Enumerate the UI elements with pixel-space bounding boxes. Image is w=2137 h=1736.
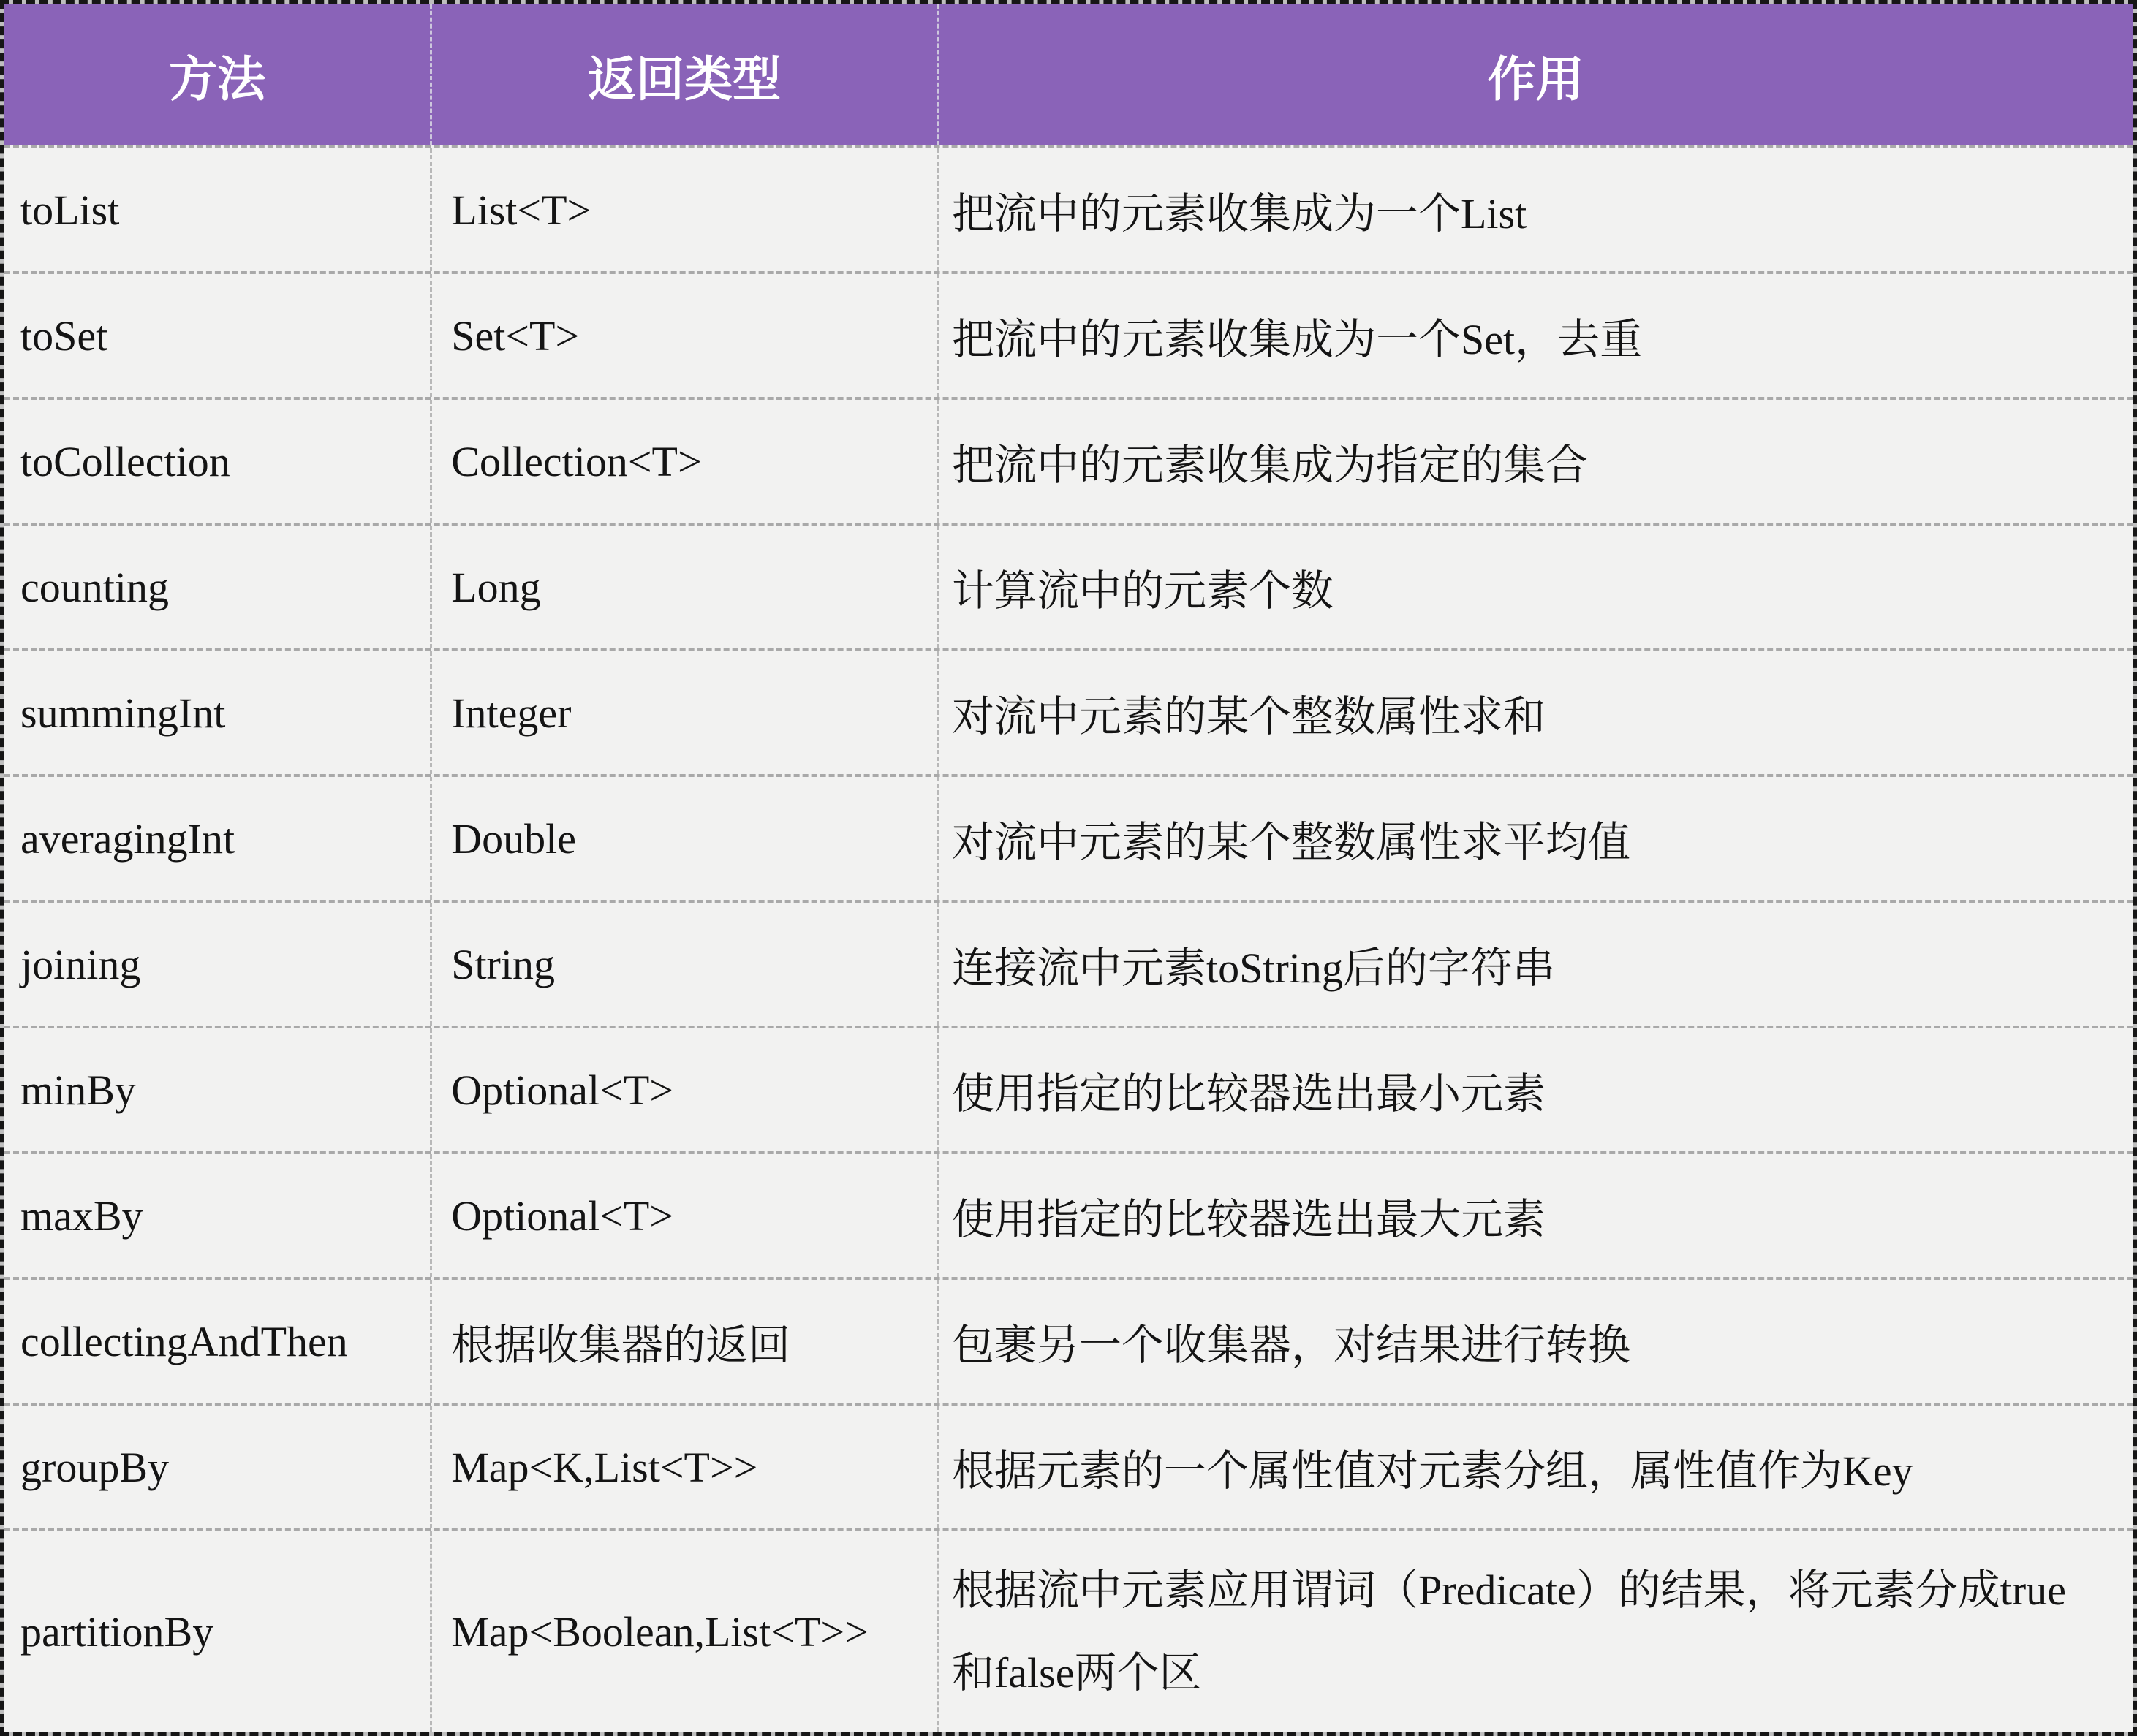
description-cell: 使用指定的比较器选出最大元素 bbox=[937, 1154, 2133, 1277]
method-cell: averagingInt bbox=[20, 814, 235, 863]
description-cell: 计算流中的元素个数 bbox=[937, 526, 2133, 648]
table-row bbox=[4, 1528, 2133, 1732]
method-cell: minBy bbox=[20, 1066, 136, 1114]
table-row bbox=[4, 774, 2133, 900]
description-cell: 对流中元素的某个整数属性求平均值 bbox=[937, 777, 2133, 900]
method-cell: maxBy bbox=[20, 1191, 143, 1240]
description-cell: 包裹另一个收集器，对结果进行转换 bbox=[937, 1280, 2133, 1403]
return-type-cell: Long bbox=[430, 526, 937, 648]
method-cell: toCollection bbox=[20, 437, 230, 485]
table-row bbox=[4, 648, 2133, 774]
description-cell: 使用指定的比较器选出最小元素 bbox=[937, 1028, 2133, 1151]
method-cell: toSet bbox=[20, 311, 108, 360]
table-row bbox=[4, 1151, 2133, 1277]
header-method: 方法 bbox=[169, 53, 266, 107]
return-type-cell: String bbox=[430, 903, 937, 1026]
table-row bbox=[4, 1277, 2133, 1403]
description-cell: 根据元素的一个属性值对元素分组，属性值作为Key bbox=[937, 1406, 2133, 1528]
table-header-row bbox=[4, 4, 2133, 145]
return-type-cell: Integer bbox=[430, 651, 937, 774]
description-cell: 连接流中元素toString后的字符串 bbox=[937, 903, 2133, 1026]
description-cell: 把流中的元素收集成为指定的集合 bbox=[937, 400, 2133, 523]
method-cell: collectingAndThen bbox=[20, 1317, 348, 1365]
method-cell: joining bbox=[20, 940, 141, 988]
method-cell: toList bbox=[20, 186, 120, 234]
header-return-type: 返回类型 bbox=[430, 4, 937, 145]
return-type-cell: Optional<T> bbox=[430, 1154, 937, 1277]
return-type-cell: 根据收集器的返回 bbox=[430, 1280, 937, 1403]
return-type-cell: Collection<T> bbox=[430, 400, 937, 523]
description-cell: 对流中元素的某个整数属性求和 bbox=[937, 651, 2133, 774]
return-type-cell: Map<Boolean,List<T>> bbox=[430, 1531, 937, 1732]
method-cell: counting bbox=[20, 563, 169, 611]
method-cell: groupBy bbox=[20, 1443, 169, 1491]
description-cell: 把流中的元素收集成为一个Set，去重 bbox=[937, 274, 2133, 397]
description-cell: 根据流中元素应用谓词（Predicate）的结果，将元素分成true和false两个区 bbox=[937, 1531, 2133, 1732]
method-cell: partitionBy bbox=[20, 1607, 214, 1656]
return-type-cell: List<T> bbox=[430, 148, 937, 271]
header-purpose: 作用 bbox=[937, 4, 2133, 145]
table-row bbox=[4, 271, 2133, 397]
return-type-cell: Set<T> bbox=[430, 274, 937, 397]
table-row bbox=[4, 1403, 2133, 1528]
table-row bbox=[4, 145, 2133, 271]
return-type-cell: Double bbox=[430, 777, 937, 900]
table-row bbox=[4, 1026, 2133, 1151]
table-row bbox=[4, 900, 2133, 1026]
return-type-cell: Optional<T> bbox=[430, 1028, 937, 1151]
description-cell: 把流中的元素收集成为一个List bbox=[937, 148, 2133, 271]
table-row bbox=[4, 523, 2133, 648]
return-type-cell: Map<K,List<T>> bbox=[430, 1406, 937, 1528]
table-row bbox=[4, 397, 2133, 523]
method-cell: summingInt bbox=[20, 689, 226, 737]
